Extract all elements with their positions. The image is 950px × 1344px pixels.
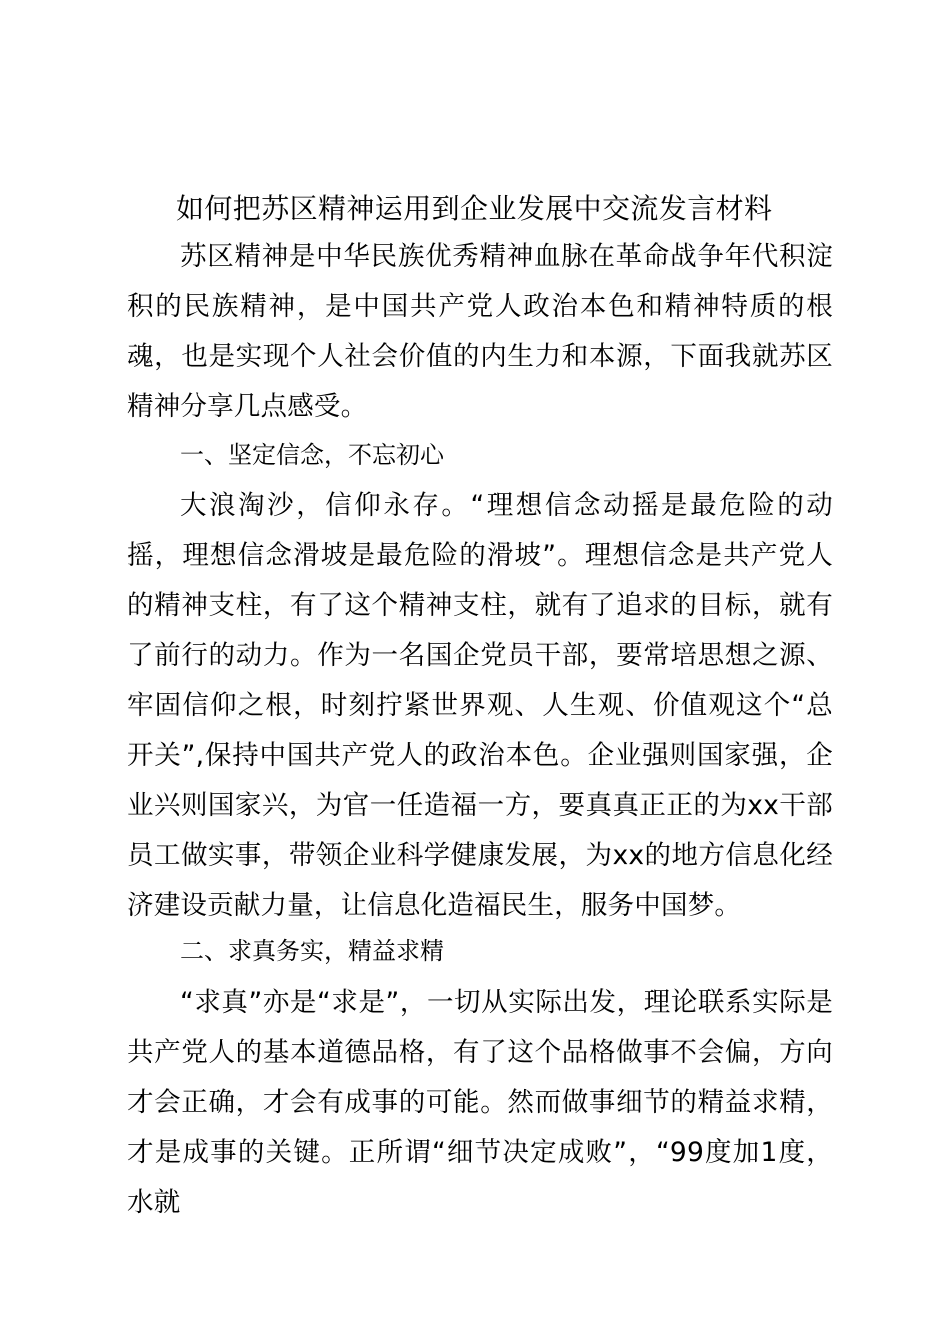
intro-paragraph: 苏区精神是中华民族优秀精神血脉在革命战争年代积淀积的民族精神，是中国共产党人政治本色和精神特质的根魂，也是实现个人社会价值的内生力和本源，下面我就苏区精神分享几点感受。 xyxy=(127,241,833,422)
section-heading-2: 二、求真务实，精益求精 xyxy=(180,937,444,965)
section-heading-1: 一、坚定信念，不忘初心 xyxy=(180,441,444,469)
document-title: 如何把苏区精神运用到企业发展中交流发言材料 xyxy=(176,192,773,225)
section-2-paragraph: “求真”亦是“求是”，一切从实际出发，理论联系实际是共产党人的基本道德品格，有了这个品格做事不会偏，方向才会正确，才会有成事的可能。然而做事细节的精益求精，才是成事的关键。正所谓“细节决定成败”，“99度加1度，水就 xyxy=(127,987,833,1218)
section-1-paragraph: 大浪淘沙，信仰永存。“理想信念动摇是最危险的动摇，理想信念滑坡是最危险的滑坡”。理想信念是共产党人的精神支柱，有了这个精神支柱，就有了追求的目标，就有了前行的动力。作为一名国企党员干部，要常培思想之源、牢固信仰之根，时刻拧紧世界观、人生观、价值观这个“总开关”,保持中国共产党人的政治本色。企业强则国家强，企业兴则国家兴，为官一任造福一方，要真真正正的为xx干部员工做实事，带领企业科学健康发展，为xx的地方信息化经济建设贡献力量，让信息化造福民生，服务中国梦。 xyxy=(127,490,833,921)
